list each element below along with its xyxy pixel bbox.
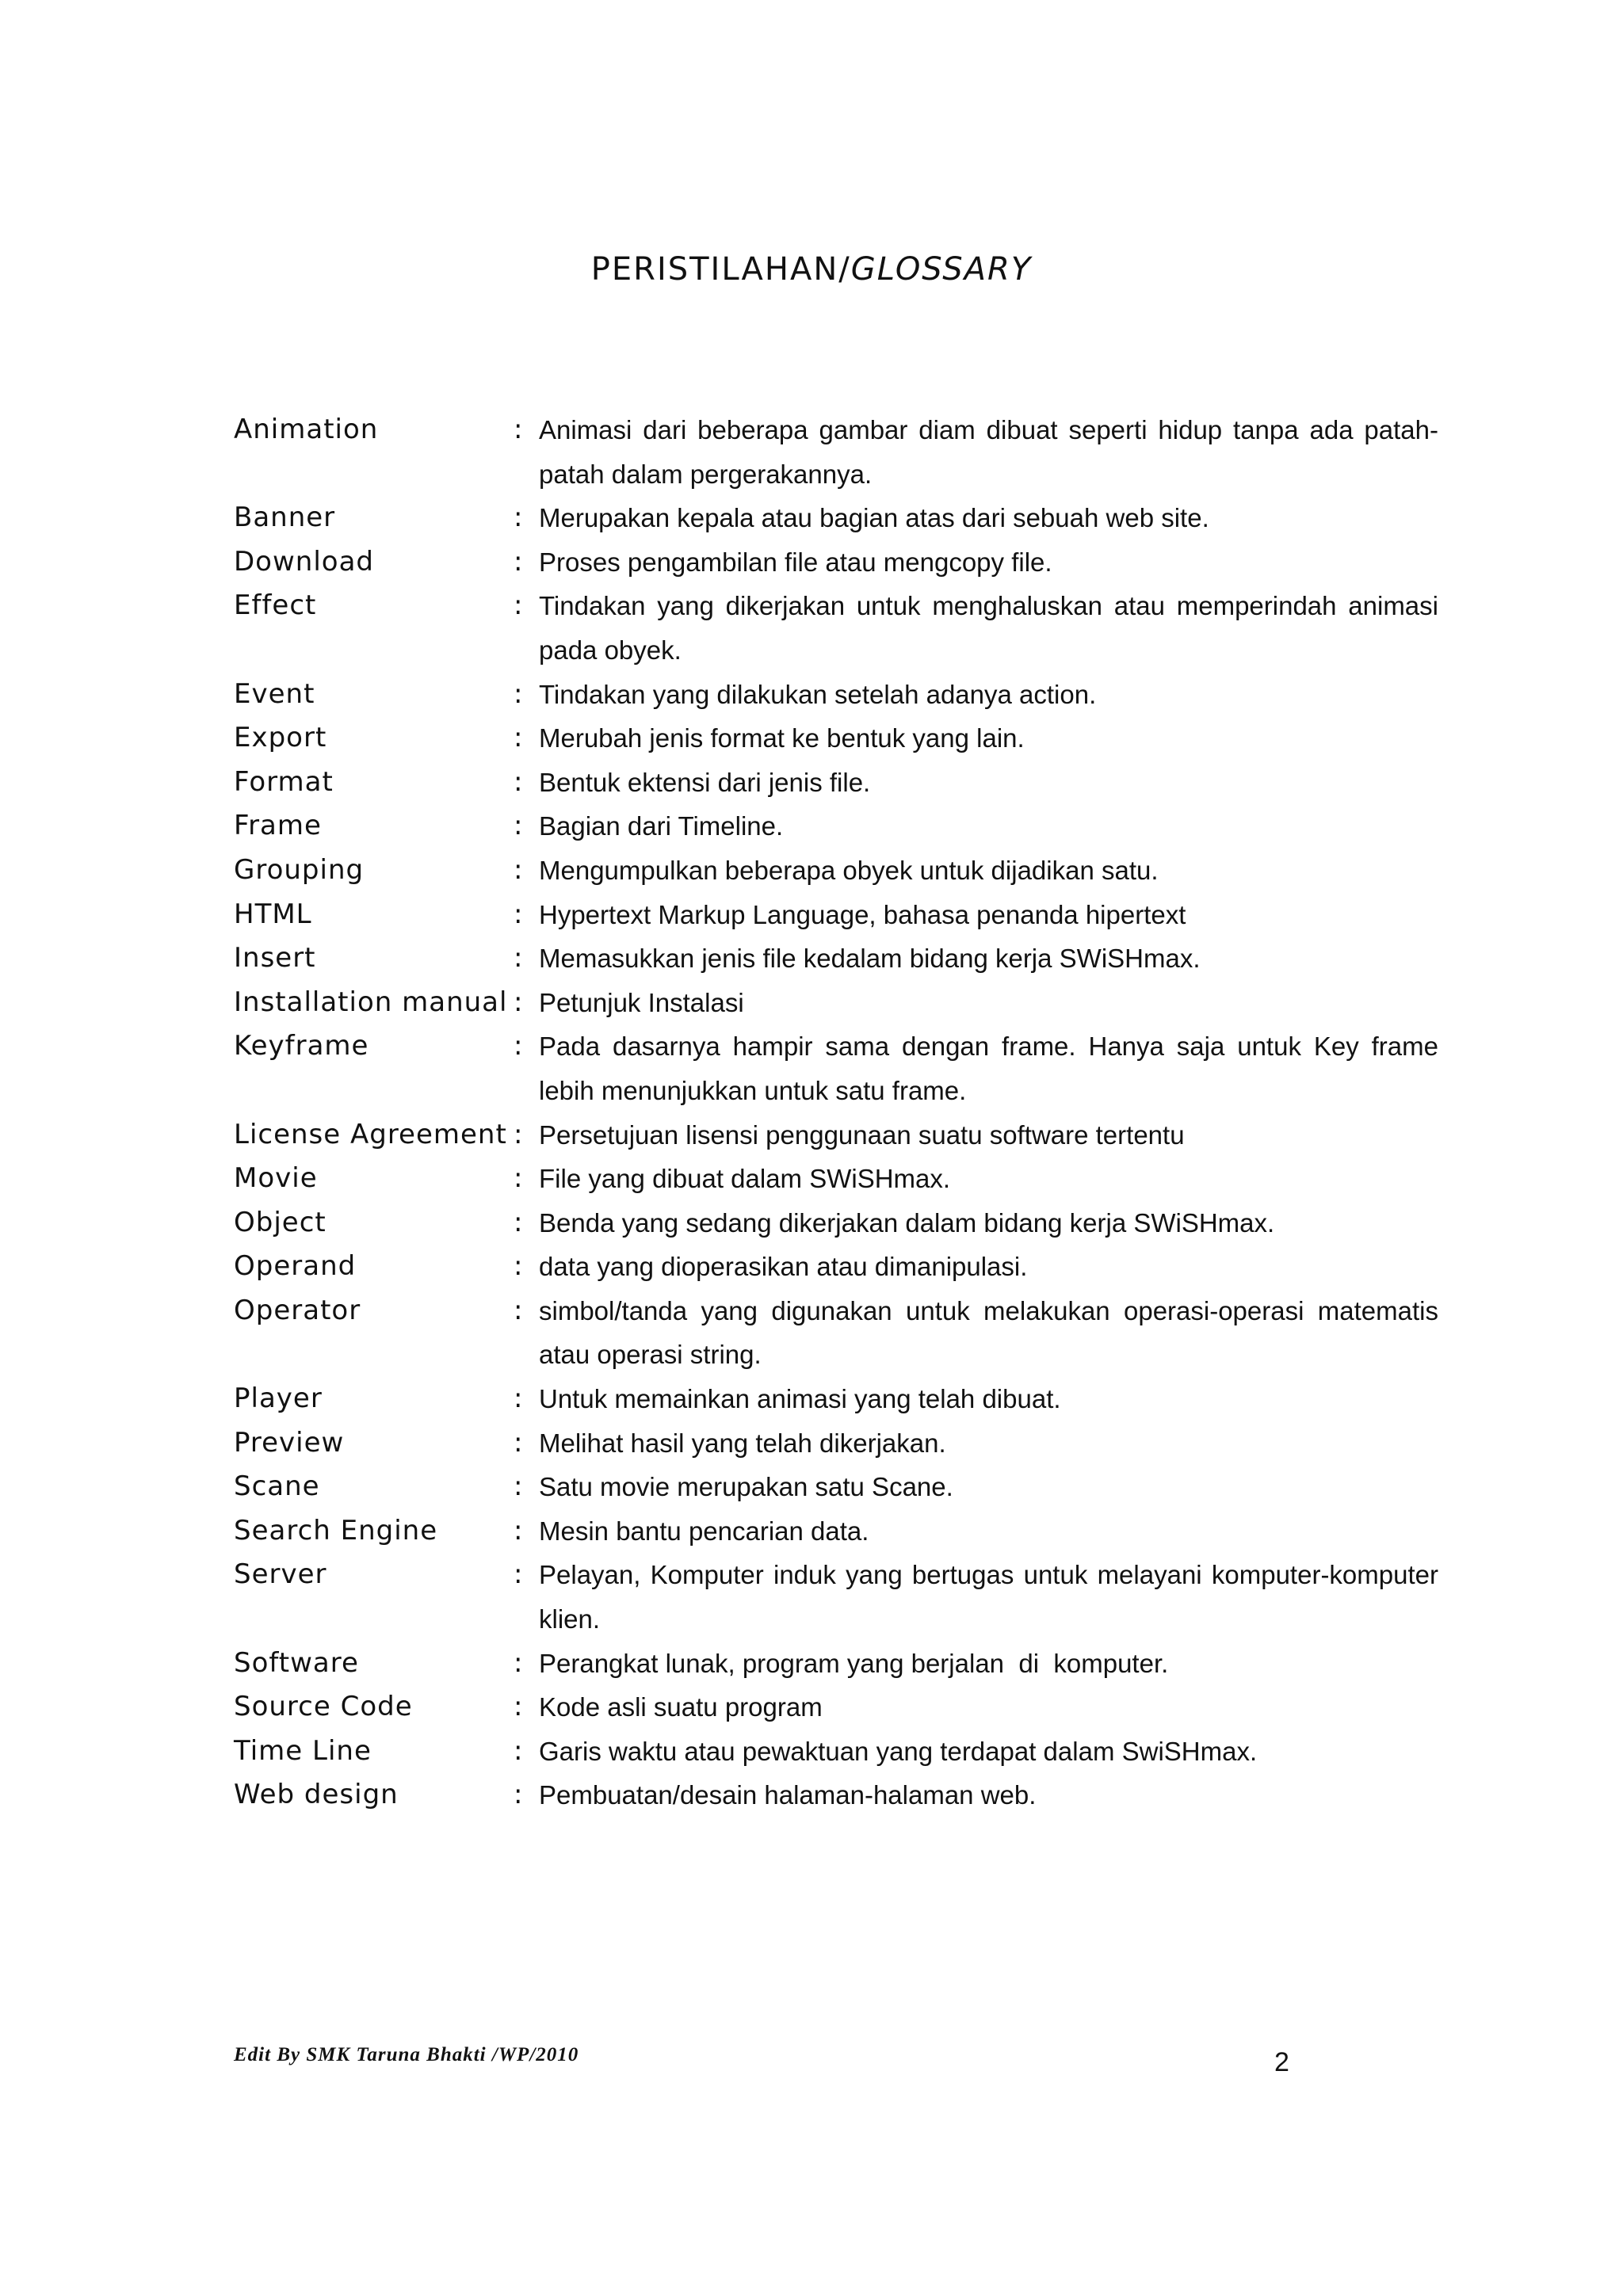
- glossary-definition: Merubah jenis format ke bentuk yang lain.: [539, 723, 1025, 753]
- glossary-entry: [234, 1421, 1438, 1466]
- glossary-definition: Tindakan yang dilakukan setelah adanya action.: [539, 679, 1097, 709]
- glossary-definition: Mesin bantu pencarian data.: [539, 1516, 869, 1546]
- page-title-main: PERISTILAHAN/: [590, 251, 851, 288]
- glossary-term: Search Engine: [234, 1514, 438, 1547]
- glossary-entry: [234, 981, 1438, 1025]
- glossary-entry: [234, 408, 1438, 496]
- glossary-term: Format: [234, 765, 334, 798]
- glossary-definition: Kode asli suatu program: [539, 1692, 823, 1722]
- glossary-term: Time Line: [234, 1734, 372, 1767]
- glossary-term: Software: [234, 1646, 359, 1679]
- glossary-separator: :: [514, 1162, 523, 1195]
- glossary-definition: Bentuk ektensi dari jenis file.: [539, 767, 871, 797]
- glossary-definition: Merupakan kepala atau bagian atas dari sebuah web site.: [539, 503, 1209, 533]
- glossary-entry: [234, 1465, 1438, 1509]
- glossary-term: Insert: [234, 942, 316, 974]
- glossary-entry: [234, 1773, 1438, 1817]
- glossary-term: Event: [234, 677, 315, 710]
- glossary-separator: :: [514, 1691, 523, 1723]
- glossary-separator: :: [514, 1646, 523, 1679]
- glossary-entry: [234, 1245, 1438, 1289]
- glossary-term: Frame: [234, 810, 322, 842]
- glossary-definition: Melihat hasil yang telah dikerjakan.: [539, 1428, 946, 1458]
- glossary-term: Installation manual: [234, 986, 508, 1018]
- glossary-definition: Perangkat lunak, program yang berjalan di komputer.: [539, 1648, 1169, 1678]
- glossary-term: Banner: [234, 502, 336, 534]
- glossary-separator: :: [514, 1426, 523, 1459]
- glossary-term: Keyframe: [234, 1030, 369, 1062]
- glossary-entry: [234, 849, 1438, 893]
- page-title-italic: GLOSSARY: [850, 251, 1033, 288]
- glossary-separator: :: [514, 502, 523, 534]
- glossary-entry: [234, 1509, 1438, 1554]
- glossary-separator: :: [514, 1294, 523, 1326]
- glossary-definition: Animasi dari beberapa gambar diam dibuat seperti hidup tanpa ada patah-patah dalam pergerakannya.: [539, 415, 1438, 489]
- glossary-term: Player: [234, 1383, 323, 1415]
- glossary-definition: Pada dasarnya hampir sama dengan frame. Hanya saja untuk Key frame lebih menunjukkan untuk satu frame.: [539, 1032, 1446, 1105]
- glossary-separator: :: [514, 810, 523, 842]
- glossary-separator: :: [514, 853, 523, 886]
- glossary-entry: [234, 540, 1438, 585]
- glossary-term: Grouping: [234, 853, 365, 886]
- glossary-entry: [234, 804, 1438, 849]
- glossary-separator: :: [514, 765, 523, 798]
- glossary-term: Object: [234, 1206, 327, 1238]
- glossary-term: Export: [234, 722, 327, 754]
- glossary-separator: :: [514, 1734, 523, 1767]
- glossary-definition: Petunjuk Instalasi: [539, 987, 744, 1017]
- glossary-definition: Persetujuan lisensi penggunaan suatu software tertentu: [539, 1119, 1185, 1150]
- glossary-entry: [234, 1685, 1438, 1730]
- glossary-separator: :: [514, 722, 523, 754]
- glossary-definition: Pembuatan/desain halaman-halaman web.: [539, 1780, 1037, 1810]
- glossary-term: Operand: [234, 1250, 357, 1283]
- glossary-separator: :: [514, 1470, 523, 1503]
- glossary-entry: [234, 1024, 1446, 1112]
- glossary-term: Download: [234, 545, 375, 578]
- glossary-separator: :: [514, 1250, 523, 1283]
- glossary-separator: :: [514, 1030, 523, 1062]
- glossary-separator: :: [514, 545, 523, 578]
- glossary-separator: :: [514, 1118, 523, 1150]
- glossary-entry: [234, 1289, 1446, 1377]
- glossary-definition: simbol/tanda yang digunakan untuk melakukan operasi-operasi matematis atau operasi string.: [539, 1295, 1446, 1370]
- glossary-definition: File yang dibuat dalam SWiSHmax.: [539, 1164, 951, 1194]
- glossary-term: Preview: [234, 1426, 345, 1459]
- glossary-definition: Mengumpulkan beberapa obyek untuk dijadikan satu.: [539, 855, 1159, 885]
- glossary-entry: [234, 1201, 1438, 1245]
- glossary-term: Source Code: [234, 1691, 413, 1723]
- glossary-entry: [234, 496, 1438, 540]
- glossary-entry: [234, 1553, 1446, 1641]
- glossary-entry: [234, 1642, 1438, 1686]
- glossary-term: Operator: [234, 1294, 361, 1326]
- glossary-entry: [234, 673, 1438, 717]
- glossary-term: Movie: [234, 1162, 318, 1195]
- glossary-term: Server: [234, 1558, 327, 1591]
- glossary-separator: :: [514, 1206, 523, 1238]
- glossary-definition: Memasukkan jenis file kedalam bidang kerja SWiSHmax.: [539, 944, 1201, 974]
- glossary-separator: :: [514, 1514, 523, 1547]
- glossary-entry: [234, 936, 1438, 981]
- glossary-definition: Pelayan, Komputer induk yang bertugas untuk melayani komputer-komputer klien.: [539, 1560, 1446, 1634]
- glossary-separator: :: [514, 1558, 523, 1591]
- glossary-definition: Proses pengambilan file atau mengcopy file.: [539, 547, 1052, 577]
- glossary-term: Animation: [234, 414, 379, 445]
- glossary-definition: Bagian dari Timeline.: [539, 811, 784, 841]
- glossary-entry: [234, 584, 1446, 672]
- glossary-entry: [234, 1730, 1438, 1774]
- glossary-term: Effect: [234, 589, 317, 622]
- glossary-entry: [234, 893, 1438, 937]
- glossary-separator: :: [514, 1383, 523, 1415]
- glossary-definition: Hypertext Markup Language, bahasa penanda hipertext: [539, 899, 1186, 929]
- glossary-list: [234, 408, 1446, 1817]
- glossary-term: License Agreement: [234, 1118, 507, 1150]
- glossary-term: Scane: [234, 1470, 320, 1503]
- glossary-entry: [234, 761, 1438, 805]
- glossary-term: Web design: [234, 1779, 399, 1811]
- glossary-entry: [234, 1157, 1438, 1201]
- glossary-separator: :: [514, 677, 523, 710]
- glossary-term: HTML: [234, 898, 312, 930]
- glossary-separator: :: [514, 414, 523, 445]
- glossary-definition: Benda yang sedang dikerjakan dalam bidang kerja SWiSHmax.: [539, 1207, 1275, 1238]
- footer-credit: Edit By SMK Taruna Bhakti /WP/2010: [234, 2044, 579, 2065]
- glossary-separator: :: [514, 1779, 523, 1811]
- page-number: 2: [1274, 2047, 1289, 2077]
- glossary-separator: :: [514, 942, 523, 974]
- glossary-definition: data yang dioperasikan atau dimanipulasi.: [539, 1252, 1028, 1282]
- glossary-separator: :: [514, 986, 523, 1018]
- page-title: [0, 247, 1623, 292]
- glossary-definition: Garis waktu atau pewaktuan yang terdapat dalam SwiSHmax.: [539, 1736, 1258, 1766]
- glossary-definition: Untuk memainkan animasi yang telah dibuat.: [539, 1384, 1061, 1414]
- glossary-definition: Satu movie merupakan satu Scane.: [539, 1472, 953, 1502]
- glossary-entry: [234, 1113, 1438, 1158]
- glossary-definition: Tindakan yang dikerjakan untuk menghaluskan atau memperindah animasi pada obyek.: [539, 591, 1446, 665]
- glossary-entry: [234, 1377, 1438, 1421]
- glossary-separator: :: [514, 589, 523, 622]
- glossary-separator: :: [514, 898, 523, 930]
- glossary-entry: [234, 716, 1438, 761]
